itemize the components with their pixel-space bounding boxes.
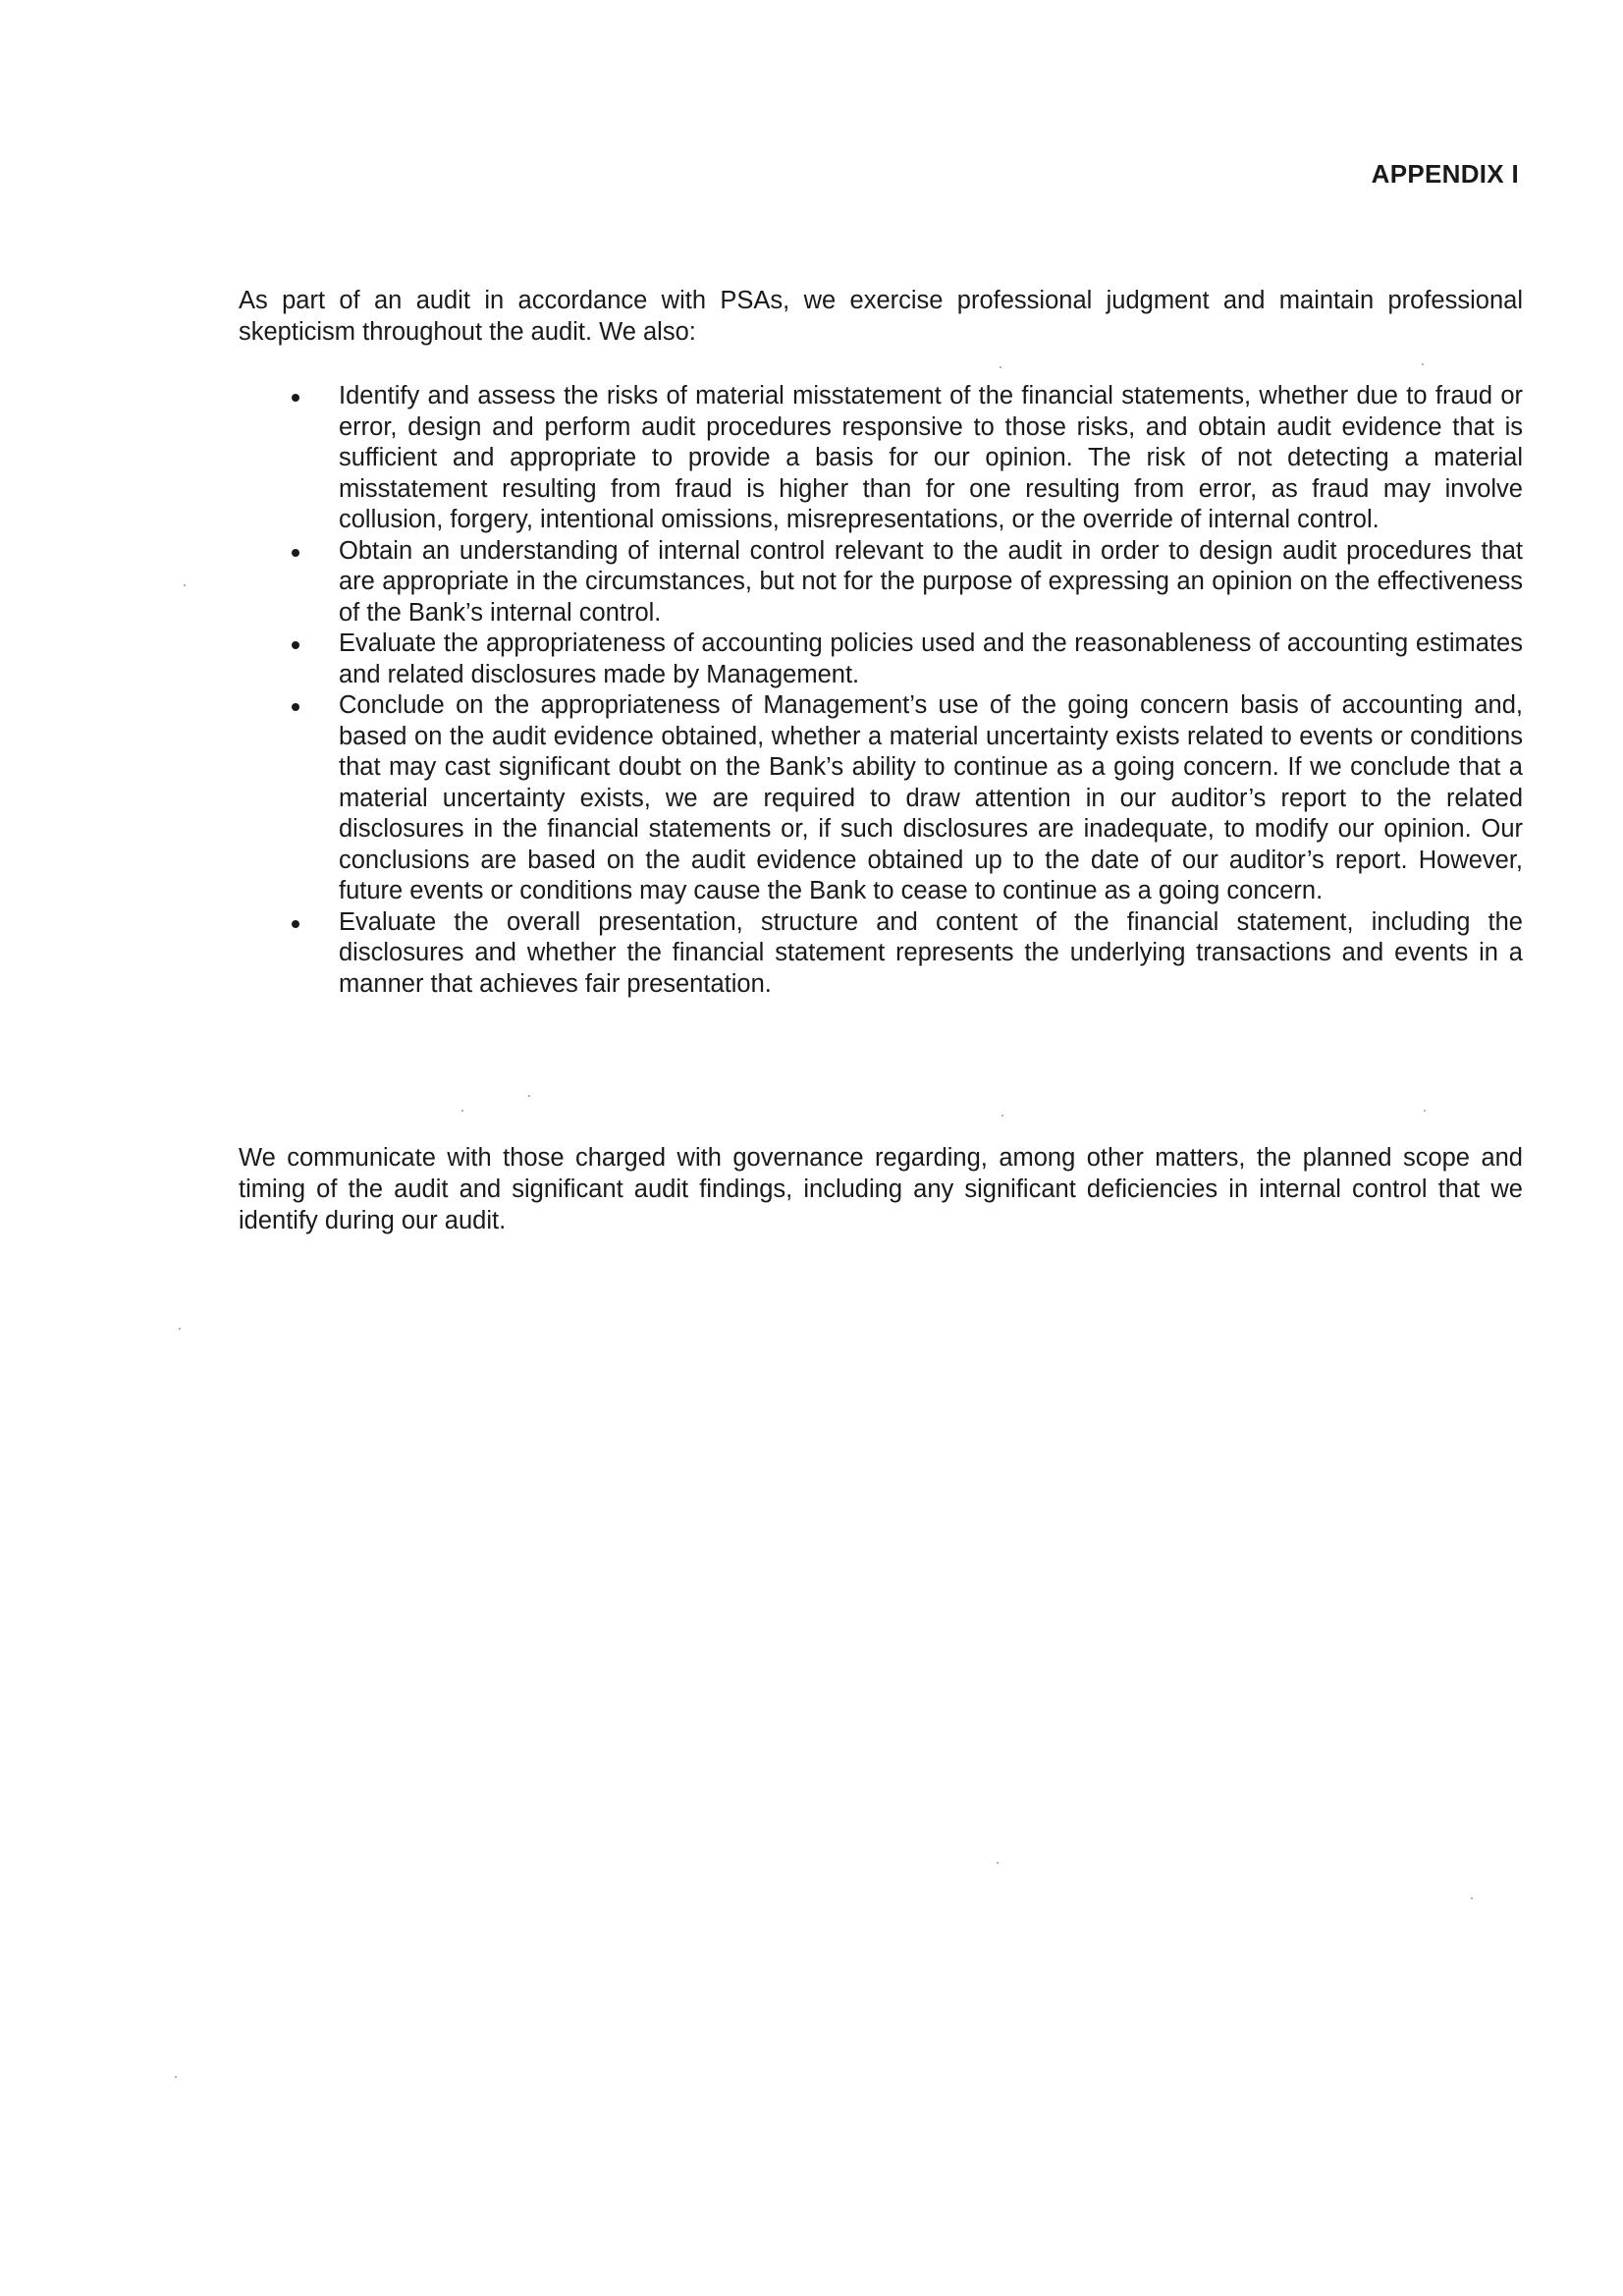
list-item xyxy=(239,536,1523,629)
intro-paragraph: As part of an audit in accordance with PSAs, we exercise professional judgment and maintain professional skepticism throughout the audit. We also: xyxy=(239,287,1523,346)
list-item xyxy=(239,629,1523,690)
scan-speck xyxy=(997,1862,999,1864)
list-item-text: Evaluate the appropriateness of accounting policies used and the reasonableness of accounting estimates and related disclosures made by Management. xyxy=(339,629,1523,688)
scan-speck xyxy=(1424,1110,1426,1112)
bullet-icon xyxy=(292,920,299,928)
scan-speck xyxy=(184,584,186,586)
bullet-icon xyxy=(292,641,299,649)
scan-speck xyxy=(175,2076,177,2078)
scan-speck xyxy=(179,1328,181,1330)
scan-speck xyxy=(1422,363,1424,365)
scan-speck xyxy=(1001,1115,1003,1117)
procedures-list xyxy=(239,381,1523,1000)
list-item-text: Identify and assess the risks of material misstatement of the financial statements, whether due to fraud or error, design and perform audit procedures responsive to those risks, and obtain audit evidence that is sufficient and appropriate to provide a basis for our opinion. The risk of not detecting a material misstatement resulting from fraud is higher than for one resulting from error, as fraud may involve collusion, forgery, intentional omissions, misrepresentations, or the override of internal control. xyxy=(339,382,1523,533)
bullet-icon xyxy=(292,549,299,557)
bullet-icon xyxy=(292,394,299,402)
list-item xyxy=(239,907,1523,1001)
scan-speck xyxy=(461,1110,463,1112)
list-item-text: Obtain an understanding of internal control relevant to the audit in order to design audit procedures that are appropriate in the circumstances, but not for the purpose of expressing an opinion on the effectiveness of the Bank’s internal control. xyxy=(339,536,1523,627)
list-item-text: Conclude on the appropriateness of Management’s use of the going concern basis of accounting and, based on the audit evidence obtained, whether a material uncertainty exists related to events or conditions that may cast significant doubt on the Bank’s ability to continue as a going concern. If we conclude that a material uncertainty exists, we are required to draw attention in our auditor’s report to the related disclosures in the financial statements or, if such disclosures are inadequate, to modify our opinion. Our conclusions are based on the audit evidence obtained up to the date of our auditor’s report. However, future events or conditions may cause the Bank to cease to continue as a going concern. xyxy=(339,691,1523,904)
closing-paragraph: We communicate with those charged with governance regarding, among other matters, the planned scope and timing of the audit and significant audit findings, including any significant deficiencies in internal control that we identify during our audit. xyxy=(239,1144,1523,1234)
bullet-icon xyxy=(292,703,299,711)
appendix-heading: APPENDIX I xyxy=(1371,159,1519,189)
scan-speck xyxy=(1000,366,1001,368)
list-item-text: Evaluate the overall presentation, structure and content of the financial statement, including the disclosures and whether the financial statement represents the underlying transactions and events in a manner that achieves fair presentation. xyxy=(339,907,1523,998)
list-item xyxy=(239,381,1523,536)
list-item xyxy=(239,690,1523,907)
scan-speck xyxy=(528,1095,530,1097)
scan-speck xyxy=(1471,1897,1473,1899)
